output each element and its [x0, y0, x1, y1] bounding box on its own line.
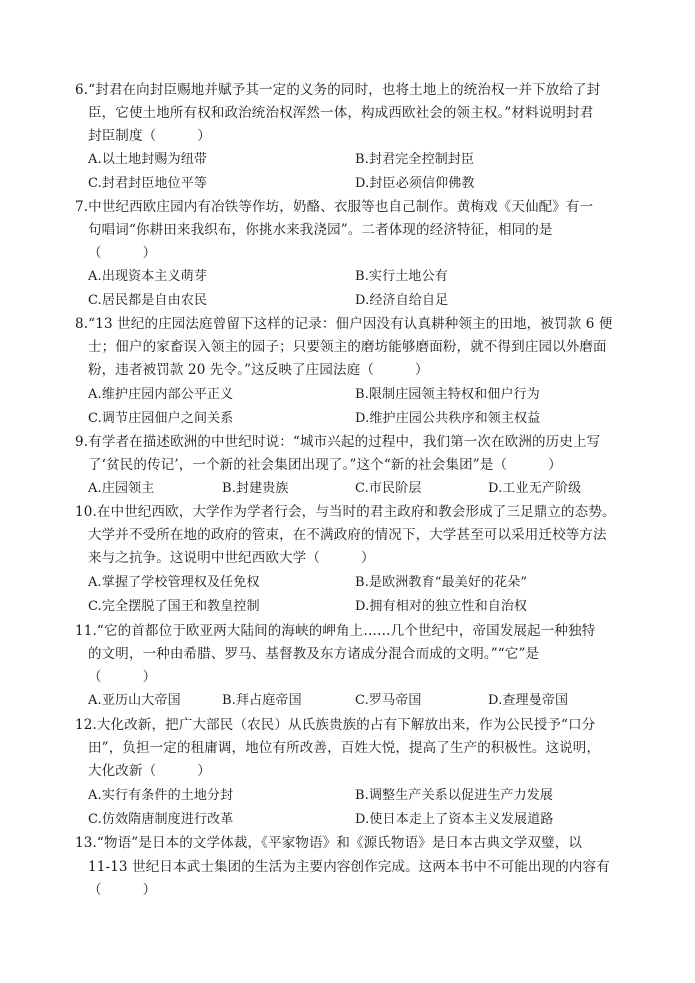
question-13-stem-line-1: 13.“物语”是日本的文学体裁，《平家物语》和《源氏物语》是日本古典文学双璧，以 [75, 835, 583, 851]
question-7-stem-line-2: 句唱词“你耕田来我织布，你挑水来我浇园”。二者体现的经济特征，相同的是 [88, 222, 553, 238]
question-7-option-a[interactable]: A.出现资本主义萌芽 [88, 269, 208, 284]
question-13-stem-line-3: （ ） [88, 882, 157, 898]
question-6-option-c[interactable]: C.封君封臣地位平等 [88, 176, 208, 191]
question-9-option-a[interactable]: A.庄园领主 [88, 481, 155, 496]
question-9-option-d[interactable]: D.工业无产阶级 [488, 481, 582, 496]
question-10-option-c[interactable]: C.完全摆脱了国王和教皇控制 [88, 599, 260, 614]
question-12-stem-line-3: 大化改新（ ） [88, 763, 211, 779]
question-10-stem-line-3: 来与之抗争。这说明中世纪西欧大学（ ） [88, 550, 375, 566]
question-11-option-b[interactable]: B.拜占庭帝国 [222, 693, 302, 708]
question-8-stem-line-2: 士；佃户的家畜误入领主的园子；只要领主的磨坊能够磨面粉，就不得到庄园以外磨面 [88, 339, 607, 355]
question-11-stem-line-1: 11.“它的首都位于欧亚两大陆间的海峡的岬角上……几个世纪中，帝国发展起一种独特 [75, 623, 596, 639]
question-13-stem-line-2: 11-13 世纪日本武士集团的生活为主要内容创作完成。这两本书中不可能出现的内容有 [88, 859, 610, 875]
question-8-stem-line-1: 8.“13 世纪的庄园法庭曾留下这样的记录：佃户因没有认真耕种领主的田地，被罚款 6 便 [75, 316, 613, 332]
question-10-option-d[interactable]: D.拥有相对的独立性和自治权 [355, 599, 528, 614]
question-9-option-b[interactable]: B.封建贵族 [222, 481, 289, 496]
question-8-stem-line-3: 粉，违者被罚款 20 先令。”这反映了庄园法庭（ ） [88, 362, 429, 378]
question-12-option-a[interactable]: A.实行有条件的土地分封 [88, 788, 234, 803]
question-10-stem-line-2: 大学并不受所在地的政府的管束，在不满政府的情况下，大学甚至可以采用迁校等方法 [88, 527, 607, 543]
question-7-stem-line-1: 7.中世纪西欧庄园内有冶铁等作坊，奶酪、衣服等也自己制作。黄梅戏《天仙配》有一 [75, 199, 594, 215]
question-12-option-d[interactable]: D.使日本走上了资本主义发展道路 [355, 812, 554, 827]
question-10-option-a[interactable]: A.掌握了学校管理权及任免权 [88, 575, 260, 590]
question-8-option-c[interactable]: C.调节庄园佃户之间关系 [88, 411, 234, 426]
question-6-option-b[interactable]: B.封君完全控制封臣 [355, 152, 475, 167]
question-11-stem-line-2: 的文明，一种由希腊、罗马、基督教及东方诸成分混合而成的文明。”“它”是 [88, 646, 540, 662]
question-10-stem-line-1: 10.在中世纪西欧，大学作为学者行会，与当时的君主政府和教会形成了三足鼎立的态势。 [75, 504, 616, 520]
question-8-option-d[interactable]: D.维护庄园公共秩序和领主权益 [355, 411, 541, 426]
question-10-option-b[interactable]: B.是欧洲教育“最美好的花朵” [355, 575, 528, 590]
question-7-option-d[interactable]: D.经济自给自足 [355, 293, 449, 308]
question-11-option-a[interactable]: A.亚历山大帝国 [88, 693, 181, 708]
question-12-stem-line-2: 田”，负担一定的租庸调，地位有所改善，百姓大悦，提高了生产的积极性。这说明， [88, 740, 601, 756]
question-12-stem-line-1: 12.大化改新，把广大部民（农民）从氏族贵族的占有下解放出来，作为公民授予“口分 [75, 717, 596, 733]
question-6-stem-line-2: 臣，它使土地所有权和政治统治权浑然一体，构成西欧社会的领主权。”材料说明封君 [88, 105, 594, 121]
question-12-option-c[interactable]: C.仿效隋唐制度进行改革 [88, 812, 234, 827]
question-12-option-b[interactable]: B.调整生产关系以促进生产力发展 [355, 788, 554, 803]
question-11-option-c[interactable]: C.罗马帝国 [355, 693, 422, 708]
question-11-stem-line-3: （ ） [88, 669, 157, 685]
question-7-option-b[interactable]: B.实行土地公有 [355, 269, 448, 284]
question-8-option-a[interactable]: A.维护庄园内部公平正义 [88, 387, 234, 402]
question-6-option-a[interactable]: A.以土地封赐为纽带 [88, 152, 208, 167]
question-11-option-d[interactable]: D.查理曼帝国 [488, 693, 569, 708]
question-6-stem-line-1: 6.“封君在向封臣赐地并赋予其一定的义务的同时，也将土地上的统治权一并下放给了封 [75, 82, 601, 98]
question-9-stem-line-1: 9.有学者在描述欧洲的中世纪时说：“城市兴起的过程中，我们第一次在欧洲的历史上写 [75, 434, 601, 450]
question-9-stem-line-2: 了‘贫民的传记’，一个新的社会集团出现了。”这个“新的社会集团”是（ ） [88, 457, 562, 473]
question-9-option-c[interactable]: C.市民阶层 [355, 481, 422, 496]
question-6-option-d[interactable]: D.封臣必须信仰佛教 [355, 176, 475, 191]
question-8-option-b[interactable]: B.限制庄园领主特权和佃户行为 [355, 387, 540, 402]
question-6-stem-line-3: 封臣制度（ ） [88, 128, 211, 144]
question-7-stem-line-3: （ ） [88, 245, 157, 261]
question-7-option-c[interactable]: C.居民都是自由农民 [88, 293, 208, 308]
